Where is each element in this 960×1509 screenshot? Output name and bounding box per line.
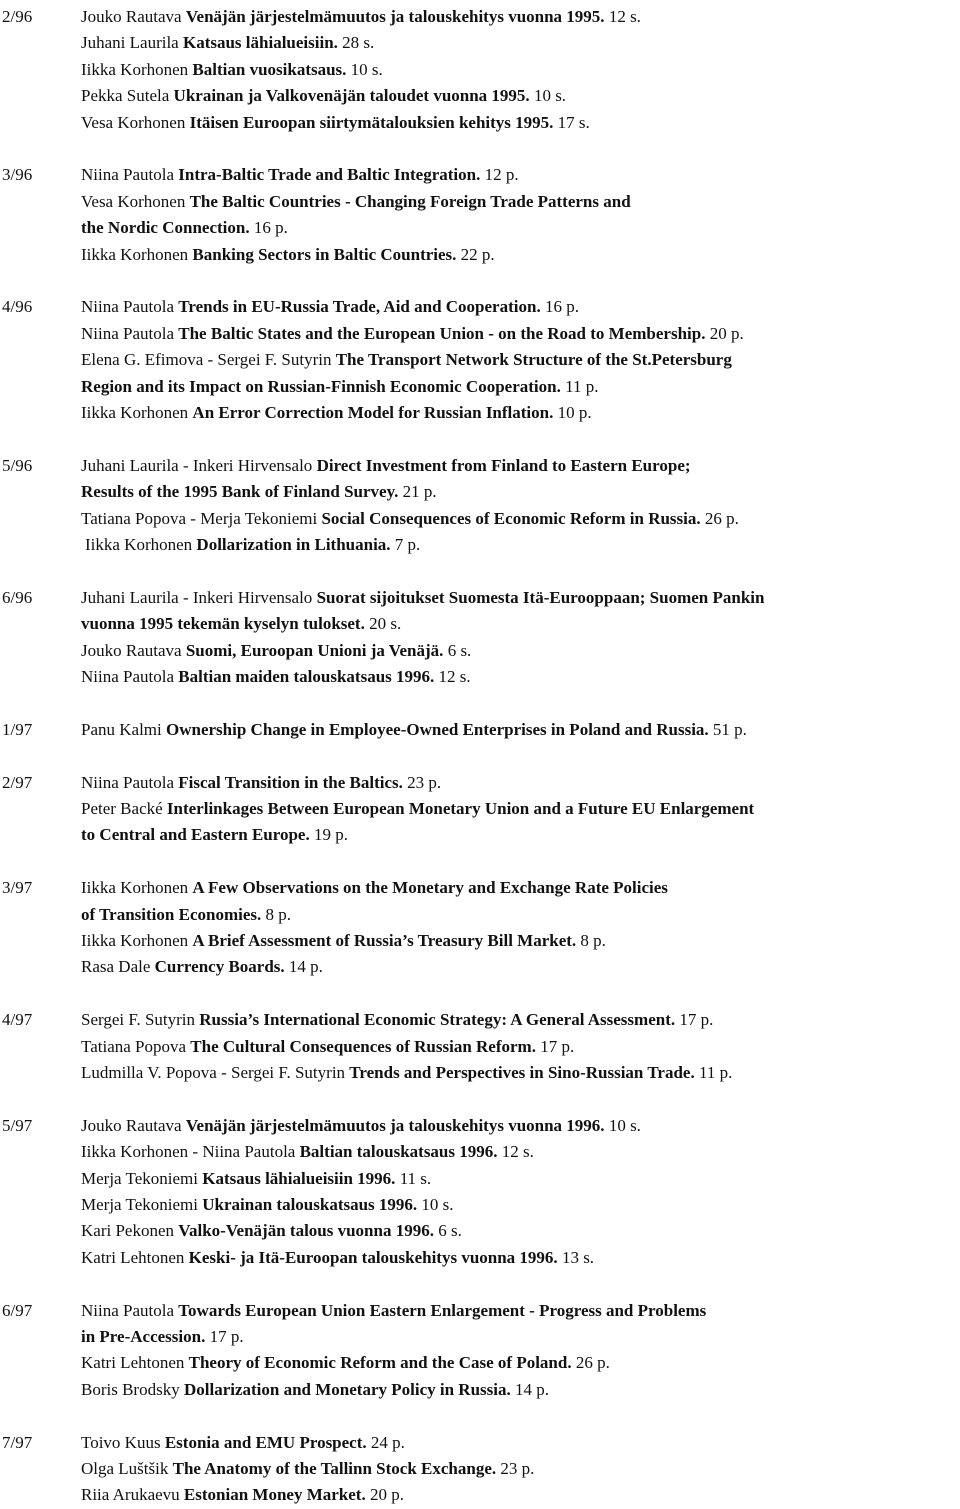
publication-entry [81, 347, 960, 373]
entry-title: vuonna 1995 tekemän kyselyn tulokset. [81, 614, 365, 634]
entry-title: Ownership Change in Employee-Owned Enterprises in Poland and Russia. [166, 719, 709, 739]
entry-pages: 22 p. [460, 244, 495, 264]
entry-author: Niina Pautola [81, 772, 175, 792]
entry-title: Interlinkages Between European Monetary Union and a Future EU Enlargement [166, 799, 755, 818]
entry-pages: 12 p. [484, 165, 519, 185]
publication-entry [81, 57, 960, 83]
entry-title: Theory of Economic Reform and the Case of Poland. [188, 1353, 572, 1373]
publication-entry [81, 902, 960, 928]
publication-entry [81, 215, 960, 241]
entry-author: Katri Lehtonen [81, 1247, 185, 1267]
entry-pages: 10 s. [421, 1195, 454, 1215]
entry-author: Niina Pautola [81, 165, 175, 185]
publication-entry [81, 1060, 960, 1086]
entry-author: Peter Backé [81, 799, 163, 818]
publication-entry [81, 770, 960, 796]
entry-title: to Central and Eastern Europe. [81, 825, 310, 845]
publication-entry [81, 928, 960, 954]
entry-pages: 21 p. [402, 482, 437, 502]
publication-entry [81, 585, 960, 611]
publication-entry [81, 479, 960, 505]
entry-author: Niina Pautola [81, 1300, 175, 1320]
entry-title: Russia’s International Economic Strategy: A General Assessment. [199, 1010, 676, 1030]
publication-entry [81, 1377, 960, 1403]
entry-pages: 11 p. [565, 376, 599, 396]
entry-author: Kari Pekonen [81, 1221, 175, 1241]
issue-entries [81, 585, 960, 691]
entry-pages: 10 s. [533, 86, 567, 106]
publication-entry [81, 242, 960, 268]
entry-pages: 6 s. [438, 1221, 462, 1241]
entry-title: Katsaus lähialueisiin 1996. [202, 1168, 396, 1188]
entry-pages: 16 p. [253, 218, 288, 238]
entry-author: Boris Brodsky [81, 1379, 180, 1399]
entry-pages: 10 s. [608, 1115, 641, 1135]
entry-title: of Transition Economies. [81, 904, 262, 924]
entry-author: Juhani Laurila - Inkeri Hirvensalo [81, 587, 313, 607]
entry-title: The Baltic Countries - Changing Foreign Trade Patterns and [189, 191, 631, 211]
entry-title: Towards European Union Eastern Enlargement - Progress and Problems [178, 1300, 707, 1320]
entry-author: Juhani Laurila - Inkeri Hirvensalo [81, 455, 313, 475]
entry-title: The Cultural Consequences of Russian Reform. [190, 1036, 536, 1056]
entry-title: A Few Observations on the Monetary and Exchange Rate Policies [192, 878, 668, 898]
issue-entries [81, 770, 960, 849]
publication-entry [81, 1139, 960, 1165]
publication-entry [81, 1430, 960, 1456]
entry-author: Merja Tekoniemi [81, 1168, 198, 1188]
entry-author: Iikka Korhonen [85, 535, 193, 555]
entry-pages: 24 p. [370, 1432, 405, 1452]
entry-pages: 23 p. [407, 772, 442, 792]
entry-author: Niina Pautola [81, 297, 175, 317]
entry-title: Baltian maiden talouskatsaus 1996. [178, 667, 435, 687]
publication-entry [81, 532, 960, 558]
entry-title: Results of the 1995 Bank of Finland Survey. [81, 482, 399, 502]
entry-author: Iikka Korhonen [81, 931, 189, 950]
entry-title: Baltian vuosikatsaus. [192, 59, 347, 79]
entry-pages: 13 s. [561, 1247, 595, 1267]
entry-title: Dollarization in Lithuania. [196, 535, 391, 555]
publication-entry [81, 506, 960, 532]
entry-pages: 11 p. [698, 1063, 733, 1082]
issue-entries [81, 1113, 960, 1271]
entry-author: Katri Lehtonen [81, 1353, 185, 1373]
entry-pages: 20 s. [369, 614, 402, 634]
entry-author: Iikka Korhonen [81, 244, 189, 264]
entry-pages: 14 p. [515, 1379, 549, 1399]
issue-entries [81, 4, 960, 136]
issue-number: 6/97 [2, 1300, 33, 1320]
entry-author: Iikka Korhonen [81, 59, 189, 79]
publication-entry [81, 1166, 960, 1192]
entry-title: Intra-Baltic Trade and Baltic Integration. [178, 165, 481, 185]
issue-number: 6/96 [2, 587, 33, 607]
entry-title: Direct Investment from Finland to Eastern Europe; [316, 455, 691, 475]
issue-entries [81, 1430, 960, 1509]
issue-number: 1/97 [2, 719, 33, 739]
issue-number: 4/96 [2, 297, 33, 317]
entry-title: Trends in EU-Russia Trade, Aid and Cooperation. [178, 297, 541, 317]
issue-entries [81, 294, 960, 426]
entry-title: Region and its Impact on Russian-Finnish Economic Cooperation. [81, 376, 561, 396]
entry-pages: 26 p. [704, 508, 739, 528]
entry-title: the Nordic Connection. [81, 218, 250, 238]
entry-author: Panu Kalmi [81, 719, 162, 739]
entry-title: Estonia and EMU Prospect. [164, 1432, 367, 1452]
publication-entry [81, 1113, 960, 1139]
publication-entry [81, 189, 960, 215]
issue-entries [81, 162, 960, 268]
publication-entry [81, 875, 960, 901]
entry-pages: 17 p. [679, 1010, 714, 1030]
entry-pages: 20 p. [709, 323, 744, 343]
entry-title: Baltian talouskatsaus 1996. [299, 1142, 498, 1162]
entry-title: Estonian Money Market. [183, 1485, 366, 1505]
issue-number: 2/97 [2, 772, 33, 792]
publication-entry [81, 110, 960, 136]
entry-author: Jouko Rautava [81, 640, 182, 660]
entry-pages: 17 p. [540, 1036, 575, 1056]
entry-pages: 51 p. [712, 719, 747, 739]
issue-number: 7/97 [2, 1432, 33, 1452]
entry-author: Juhani Laurila [81, 33, 179, 53]
entry-author: Iikka Korhonen [81, 878, 189, 898]
entry-pages: 7 p. [394, 535, 421, 555]
issue-number: 4/97 [2, 1010, 33, 1030]
entry-pages: 20 p. [369, 1485, 404, 1505]
entry-author: Iikka Korhonen - Niina Pautola [81, 1142, 296, 1162]
entry-author: Jouko Rautava [81, 7, 182, 26]
entry-title: Dollarization and Monetary Policy in Russia. [183, 1379, 511, 1399]
entry-title: Social Consequences of Economic Reform in Russia. [321, 508, 701, 528]
publication-entry [81, 1456, 960, 1482]
entry-title: Fiscal Transition in the Baltics. [178, 772, 403, 792]
issue-number: 3/96 [2, 165, 33, 185]
entry-author: Riia Arukaevu [81, 1485, 180, 1505]
entry-author: Jouko Rautava [81, 1115, 182, 1135]
publication-entry [81, 1350, 960, 1376]
entry-pages: 14 p. [288, 957, 323, 977]
entry-author: Elena G. Efimova - Sergei F. Sutyrin [81, 350, 332, 370]
entry-pages: 28 s. [342, 33, 375, 53]
publication-entry [81, 1482, 960, 1508]
issue-entries [81, 453, 960, 559]
publication-entry [81, 1324, 960, 1350]
entry-pages: 12 s. [501, 1142, 534, 1162]
entry-title: Venäjän järjestelmämuutos ja talouskehitys vuonna 1995. [185, 7, 605, 26]
entry-title: Currency Boards. [154, 957, 285, 977]
publication-entry [81, 664, 960, 690]
entry-author: Pekka Sutela [81, 86, 170, 106]
publication-entry [81, 1218, 960, 1244]
entry-title: Ukrainan ja Valkovenäjän taloudet vuonna 1995. [173, 86, 530, 106]
publication-entry [81, 796, 960, 822]
issue-number: 5/97 [2, 1115, 33, 1135]
entry-title: The Baltic States and the European Union - on the Road to Membership. [178, 323, 706, 343]
entry-pages: 8 p. [580, 931, 606, 950]
publication-entry [81, 30, 960, 56]
publication-entry [81, 611, 960, 637]
entry-pages: 16 p. [544, 297, 579, 317]
publication-entry [81, 294, 960, 320]
issue-entries [81, 875, 960, 981]
issue-number: 3/97 [2, 878, 33, 898]
entry-pages: 19 p. [313, 825, 348, 845]
entry-author: Tatiana Popova [81, 1036, 187, 1056]
entry-pages: 11 s. [399, 1168, 432, 1188]
entry-author: Vesa Korhonen [81, 112, 186, 132]
issue-entries [81, 717, 960, 743]
publication-entry [81, 954, 960, 980]
entry-pages: 10 s. [350, 59, 383, 79]
entry-title: Itäisen Euroopan siirtymätalouksien kehitys 1995. [189, 112, 554, 132]
publication-entry [81, 1192, 960, 1218]
entry-title: in Pre-Accession. [81, 1327, 206, 1346]
issue-entries [81, 1007, 960, 1086]
entry-pages: 10 p. [557, 403, 592, 423]
entry-title: Venäjän järjestelmämuutos ja talouskehitys vuonna 1996. [185, 1115, 605, 1135]
publication-entry [81, 717, 960, 743]
entry-pages: 12 s. [608, 7, 641, 26]
entry-title: Valko-Venäjän talous vuonna 1996. [178, 1221, 434, 1241]
entry-author: Toivo Kuus [81, 1432, 161, 1452]
entry-title: Banking Sectors in Baltic Countries. [192, 244, 457, 264]
issue-entries [81, 1298, 960, 1404]
publication-entry [81, 1245, 960, 1271]
entry-author: Iikka Korhonen [81, 403, 189, 423]
entry-author: Tatiana Popova - Merja Tekoniemi [81, 508, 318, 528]
entry-title: Katsaus lähialueisiin. [182, 33, 338, 53]
entry-title: The Anatomy of the Tallinn Stock Exchange. [172, 1459, 497, 1478]
entry-title: The Transport Network Structure of the St.Petersburg [335, 350, 732, 370]
publication-entry [81, 321, 960, 347]
publication-entry [81, 453, 960, 479]
entry-author: Sergei F. Sutyrin [81, 1010, 196, 1030]
publication-entry [81, 400, 960, 426]
entry-title: A Brief Assessment of Russia’s Treasury Bill Market. [192, 931, 577, 950]
entry-title: Suomi, Euroopan Unioni ja Venäjä. [185, 640, 444, 660]
entry-author: Rasa Dale [81, 957, 151, 977]
entry-pages: 17 p. [209, 1327, 244, 1346]
entry-pages: 17 s. [557, 112, 590, 132]
entry-title: Suorat sijoitukset Suomesta Itä-Eurooppaan; Suomen Pankin [316, 587, 765, 607]
entry-author: Ludmilla V. Popova - Sergei F. Sutyrin [81, 1063, 346, 1082]
publication-entry [81, 162, 960, 188]
entry-title: Ukrainan talouskatsaus 1996. [202, 1195, 418, 1215]
publication-entry [81, 4, 960, 30]
entry-pages: 23 p. [500, 1459, 535, 1478]
publication-entry [81, 1298, 960, 1324]
entry-author: Olga Luštšik [81, 1459, 169, 1478]
entry-title: Trends and Perspectives in Sino-Russian Trade. [349, 1063, 695, 1082]
entry-title: Keski- ja Itä-Euroopan talouskehitys vuonna 1996. [188, 1247, 558, 1267]
entry-author: Vesa Korhonen [81, 191, 186, 211]
publication-entry [81, 83, 960, 109]
entry-author: Merja Tekoniemi [81, 1195, 198, 1215]
issue-number: 5/96 [2, 455, 33, 475]
entry-pages: 8 p. [265, 904, 291, 924]
publication-entry [81, 374, 960, 400]
entry-pages: 26 p. [575, 1353, 610, 1373]
publication-entry [81, 1034, 960, 1060]
entry-pages: 6 s. [447, 640, 472, 660]
entry-author: Niina Pautola [81, 323, 175, 343]
entry-title: An Error Correction Model for Russian Inflation. [192, 403, 554, 423]
publication-entry [81, 822, 960, 848]
issue-number: 2/96 [2, 7, 33, 26]
entry-author: Niina Pautola [81, 667, 175, 687]
publication-entry [81, 638, 960, 664]
entry-pages: 12 s. [438, 667, 471, 687]
publication-entry [81, 1007, 960, 1033]
